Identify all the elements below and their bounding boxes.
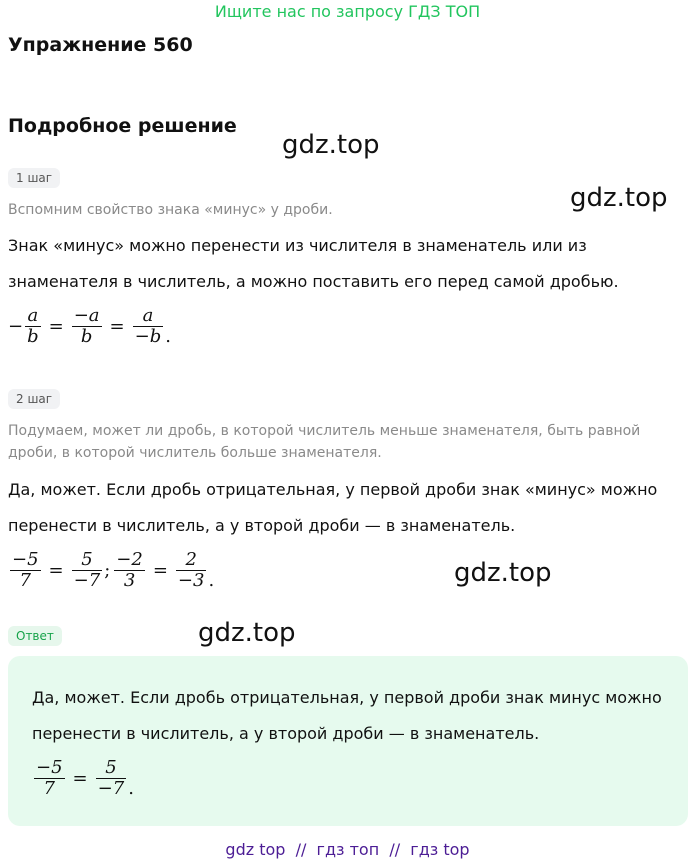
step-1-badge: 1 шаг [8, 168, 60, 188]
step-1-hint: Вспомним свойство знака «минус» у дроби. [8, 202, 333, 218]
separator: ; [104, 560, 111, 581]
denominator: b [80, 326, 93, 347]
fraction [176, 550, 207, 591]
watermark: gdz.top [570, 183, 668, 213]
numerator: −2 [116, 549, 143, 570]
answer-formula [32, 758, 134, 799]
step-1-formula [8, 306, 171, 347]
page-title: Упражнение 560 [8, 34, 193, 56]
formula-end: . [208, 570, 215, 591]
denominator: −7 [73, 570, 101, 591]
step-2-hint: Подумаем, может ли дробь, в которой числитель меньше знаменателя, быть равной дроби, в которой числитель больше знаменателя. [8, 423, 641, 461]
step-2-text: Да, может. Если дробь отрицательная, у первой дроби знак «минус» можно перенести в числитель, а у второй дроби — в знаменатель. [8, 480, 658, 535]
answer-badge: Ответ [8, 626, 62, 646]
fraction [10, 550, 41, 591]
fraction [133, 306, 164, 347]
fraction [34, 758, 65, 799]
watermark: gdz.top [454, 558, 552, 588]
minus-sign: − [8, 316, 24, 337]
equals-sign: = [48, 316, 64, 337]
equals-sign: = [152, 560, 168, 581]
watermark: gdz.top [198, 618, 296, 648]
numerator: 2 [185, 549, 197, 570]
step-2-badge: 2 шаг [8, 389, 60, 409]
footer-links: gdz top // гдз топ // гдз top [225, 840, 470, 859]
watermark: gdz.top [282, 130, 380, 160]
fraction [114, 550, 145, 591]
search-banner: Ищите нас по запросу ГДЗ ТОП [214, 2, 481, 21]
formula-end: . [128, 778, 134, 799]
numerator: −a [73, 305, 100, 326]
numerator: a [142, 305, 154, 326]
answer-text: Да, может. Если дробь отрицательная, у первой дроби знак минус можно перенести в числитель, а у второй дроби — в знаменатель. [32, 688, 662, 743]
equals-sign: = [109, 316, 125, 337]
section-title: Подробное решение [8, 115, 237, 137]
fraction [72, 306, 102, 347]
denominator: b [27, 326, 39, 347]
fraction [72, 550, 103, 591]
numerator: 5 [105, 757, 117, 778]
fraction [25, 306, 41, 347]
equals-sign: = [72, 768, 88, 789]
denominator: −3 [177, 570, 205, 591]
step-2-formula [8, 550, 214, 591]
denominator: 7 [19, 570, 31, 591]
denominator: 7 [43, 778, 55, 799]
denominator: 3 [123, 570, 136, 591]
equals-sign: = [48, 560, 64, 581]
fraction [96, 758, 127, 799]
numerator: 5 [81, 549, 93, 570]
formula-end: . [165, 326, 171, 347]
numerator: −5 [12, 549, 39, 570]
numerator: a [27, 305, 39, 326]
step-1-text: Знак «минус» можно перенести из числителя в знаменатель или из знаменателя в числитель, а можно поставить его перед самой дробью. [8, 236, 619, 291]
denominator: −7 [97, 778, 125, 799]
denominator: −b [134, 326, 162, 347]
numerator: −5 [36, 757, 63, 778]
